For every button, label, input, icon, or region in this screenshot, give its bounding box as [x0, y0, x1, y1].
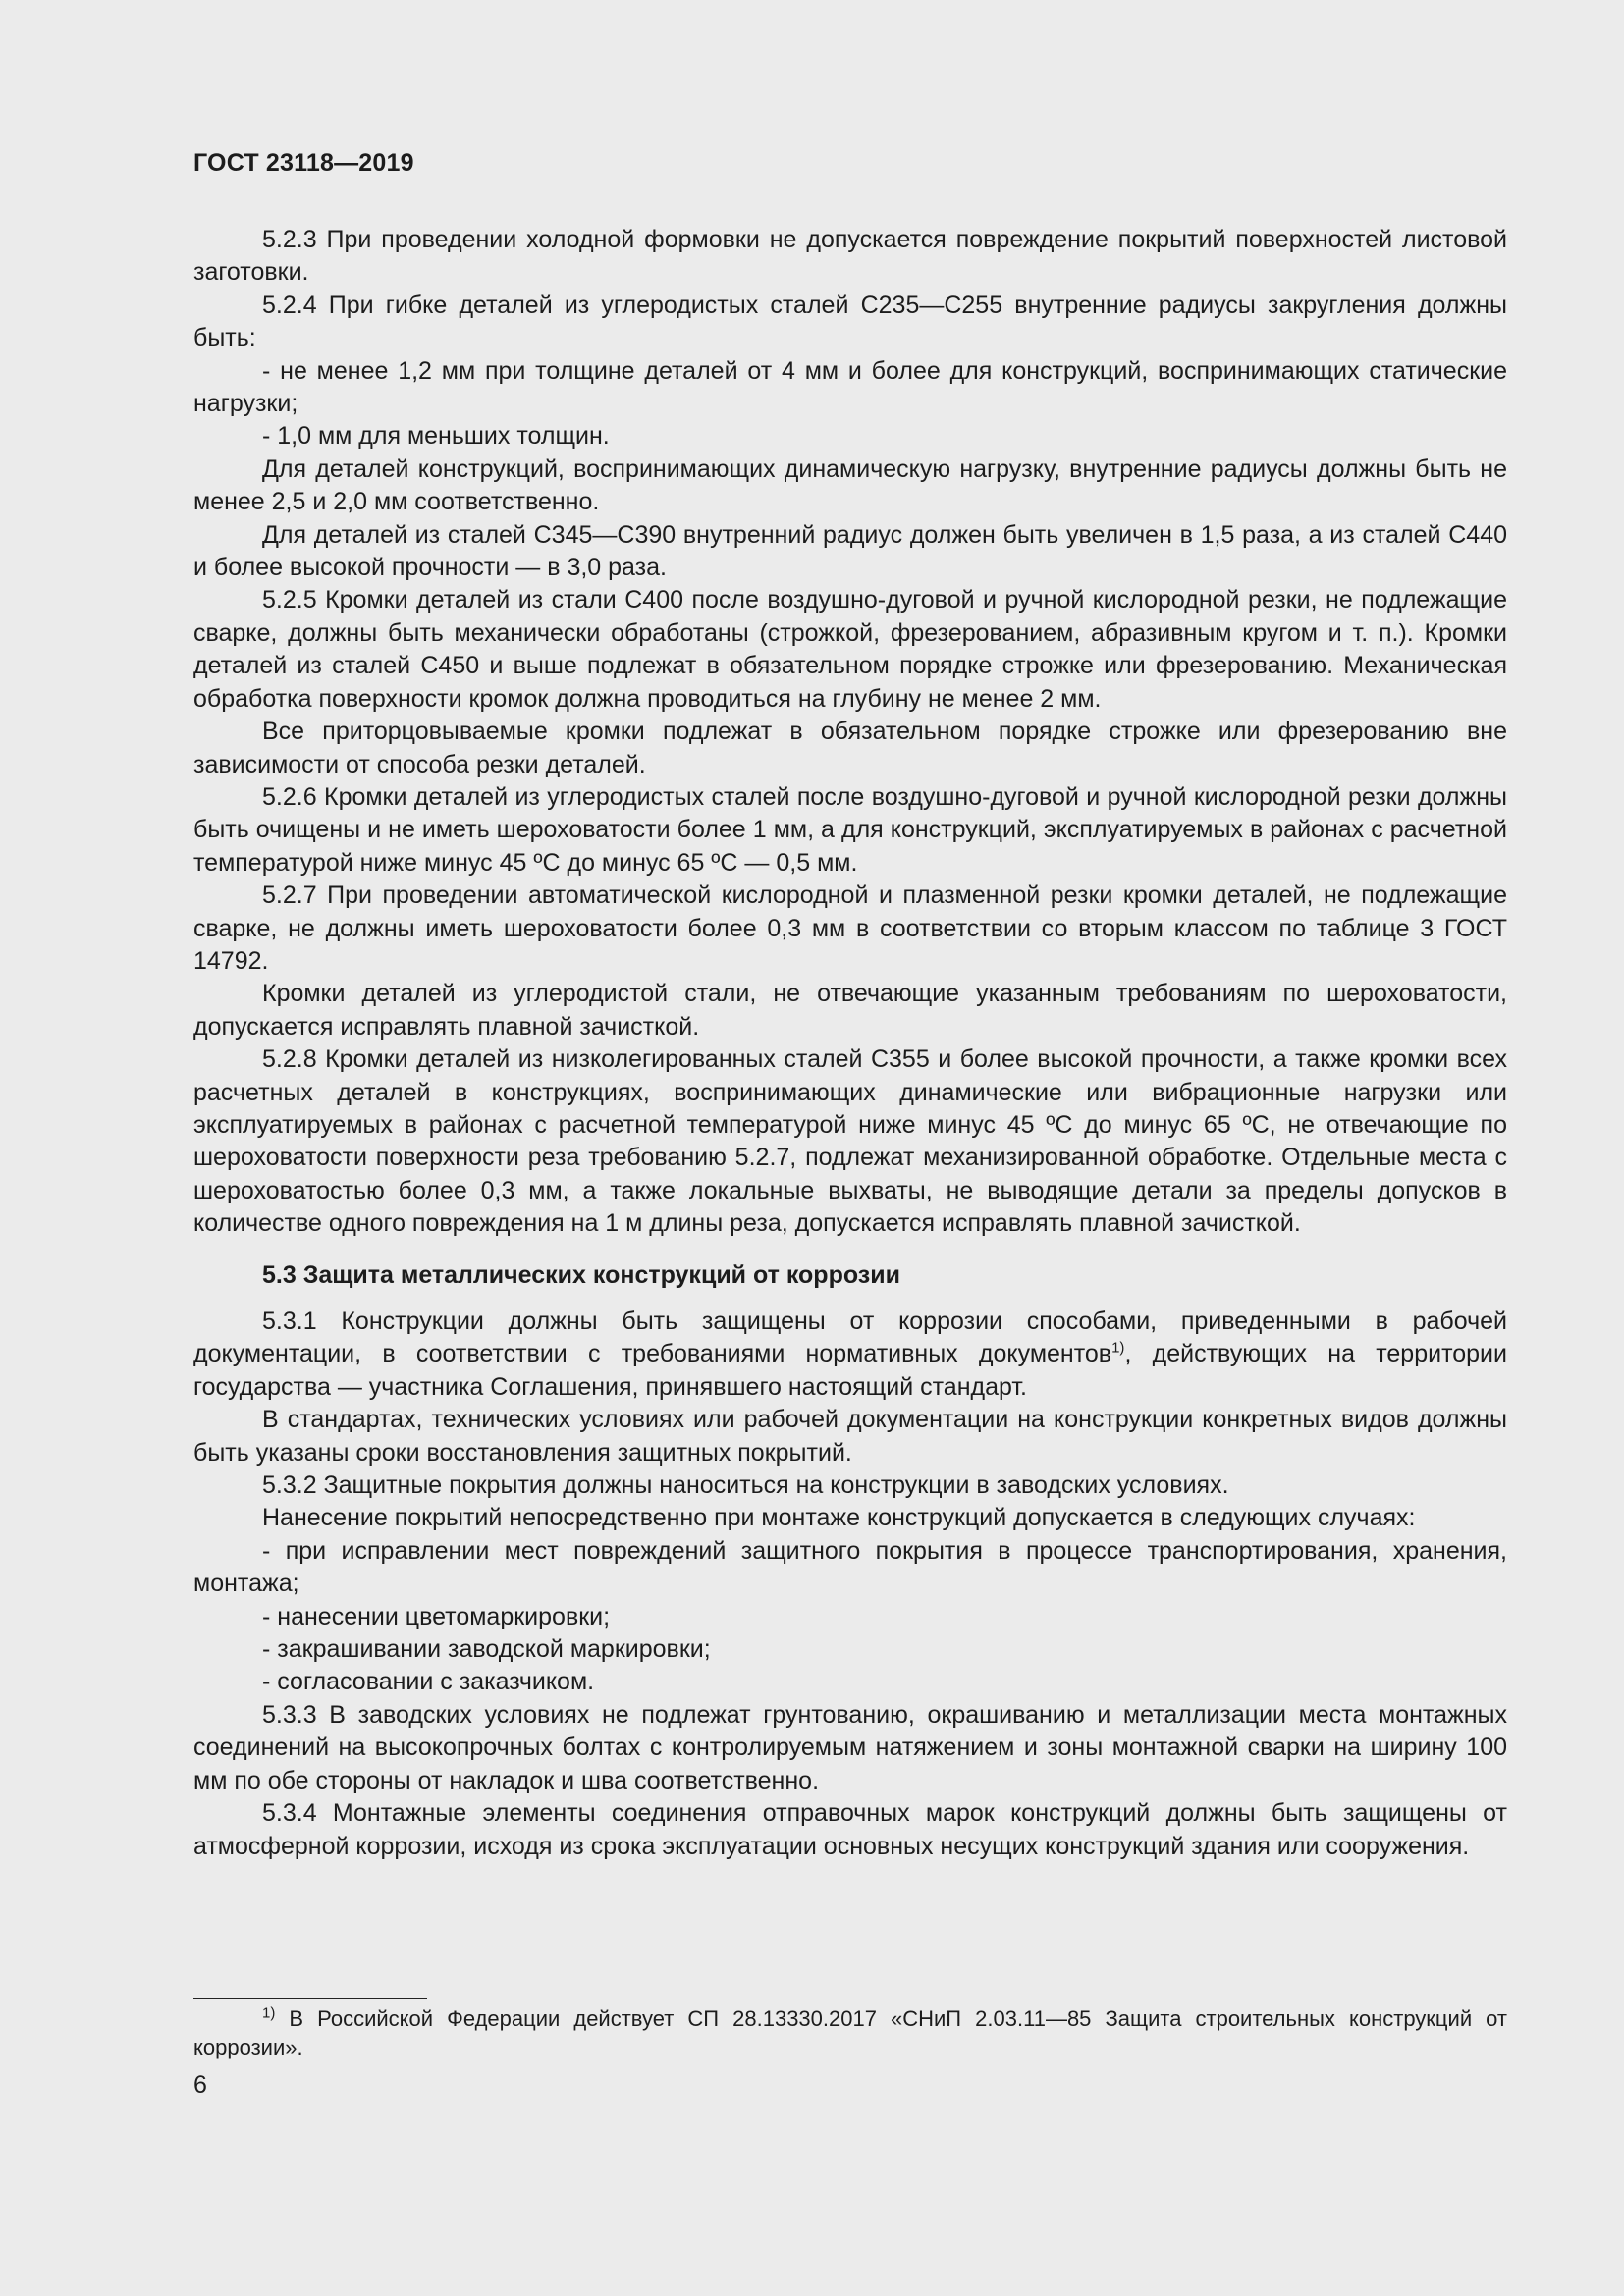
- paragraph-5-2-3: 5.2.3 При проведении холодной формовки не допускается повреждение покрытий поверхностей листовой заготовки.: [193, 226, 1507, 287]
- paragraph-5-3-1: [193, 1306, 1507, 1404]
- paragraph: Для деталей из сталей С345—С390 внутренний радиус должен быть увеличен в 1,5 раза, а из сталей С440 и более высокой прочности — в 3,0 раза.: [193, 520, 1507, 582]
- paragraph-5-2-4: 5.2.4 При гибке деталей из углеродистых сталей С235—С255 внутренние радиусы закругления должны быть:: [193, 291, 1507, 352]
- document-header: ГОСТ 23118—2019: [193, 149, 414, 177]
- paragraph-5-3-4: 5.3.4 Монтажные элементы соединения отправочных марок конструкций должны быть защищены от атмосферной коррозии, исходя из срока эксплуатации основных несущих конструкций здания или сооружения.: [193, 1799, 1507, 1860]
- list-item: - при исправлении мест повреждений защитного покрытия в процессе транспортирования, хранения, монтажа;: [193, 1536, 1507, 1598]
- footnote-divider: [193, 1998, 427, 1999]
- list-item: - закрашивании заводской маркировки;: [262, 1635, 711, 1664]
- paragraph: Нанесение покрытий непосредственно при монтаже конструкций допускается в следующих случаях:: [262, 1504, 1416, 1532]
- paragraph-text: 5.3.1 Конструкции должны быть защищены от коррозии способами, приведенными в рабочей документации, в соответствии с требованиями нормативных документов: [193, 1308, 1507, 1368]
- page-number: 6: [193, 2071, 207, 2099]
- paragraph: В стандартах, технических условиях или рабочей документации на конструкции конкретных видов должны быть указаны сроки восстановления защитных покрытий.: [193, 1406, 1507, 1467]
- paragraph-5-3-3: 5.3.3 В заводских условиях не подлежат грунтованию, окрашиванию и металлизации места монтажных соединений на высокопрочных болтах с контролируемым натяжением и зоны монтажной сварки на ширину 100 мм по обе стороны от накладок и шва соответственно.: [193, 1700, 1507, 1794]
- paragraph-5-2-5: 5.2.5 Кромки деталей из стали С400 после воздушно-дуговой и ручной кислородной резки, не подлежащие сварке, должны быть механически обработаны (строжкой, фрезерованием, абразивным кругом и т. п.). Кромки деталей из сталей С450 и выше подлежат в обязательном порядке строжке или фрезерованию. Механическая обработка поверхности кромок должна проводиться на глубину не менее 2 мм.: [193, 586, 1507, 713]
- paragraph: Кромки деталей из углеродистой стали, не отвечающие указанным требованиям по шероховатости, допускается исправлять плавной зачисткой.: [193, 980, 1507, 1041]
- list-item: - не менее 1,2 мм при толщине деталей от 4 мм и более для конструкций, воспринимающих статические нагрузки;: [193, 356, 1507, 418]
- footnote-text: В Российской Федерации действует СП 28.13330.2017 «СНиП 2.03.11—85 Защита строительных конструкций от коррозии».: [193, 2006, 1507, 2059]
- paragraph-5-2-6: 5.2.6 Кромки деталей из углеродистых сталей после воздушно-дуговой и ручной кислородной резки должны быть очищены и не иметь шероховатости более 1 мм, а для конструкций, эксплуатируемых в районах с расчетной температурой ниже минус 45 ºС до минус 65 ºС — 0,5 мм.: [193, 782, 1507, 877]
- footnote-reference[interactable]: 1): [1111, 1340, 1125, 1358]
- footnote-marker: 1): [262, 2004, 276, 2022]
- paragraph-5-2-8: 5.2.8 Кромки деталей из низколегированных сталей С355 и более высокой прочности, а также кромки всех расчетных деталей в конструкциях, воспринимающих динамические или вибрационные нагрузки или эксплуатируемых в районах с расчетной температурой ниже минус 45 ºС до минус 65 ºС, не отвечающие по шероховатости поверхности реза требованию 5.2.7, подлежат механизированной обработке. Отдельные места с шероховатостью более 0,3 мм, а также локальные выхваты, не выводящие детали за пределы допусков в количестве одного повреждения на 1 м длины реза, допускается исправлять плавной зачисткой.: [193, 1045, 1507, 1238]
- paragraph-text: , действующих на территории государства — участника Соглашения, принявшего настоящий стандарт.: [193, 1340, 1507, 1401]
- section-title: 5.3 Защита металлических конструкций от коррозии: [262, 1260, 900, 1289]
- paragraph: Все приторцовываемые кромки подлежат в обязательном порядке строжке или фрезерованию вне зависимости от способа резки деталей.: [193, 718, 1507, 778]
- list-item: - 1,0 мм для меньших толщин.: [262, 422, 610, 451]
- paragraph-5-2-7: 5.2.7 При проведении автоматической кислородной и плазменной резки кромки деталей, не подлежащие сварке, не должны иметь шероховатости более 0,3 мм в соответствии со вторым классом по таблице 3 ГОСТ 14792.: [193, 881, 1507, 975]
- list-item: - нанесении цветомаркировки;: [262, 1602, 611, 1630]
- paragraph: Для деталей конструкций, воспринимающих динамическую нагрузку, внутренние радиусы должны быть не менее 2,5 и 2,0 мм соответственно.: [193, 454, 1507, 516]
- list-item: - согласовании с заказчиком.: [262, 1668, 595, 1696]
- document-body: [193, 224, 1507, 1863]
- footnote: [193, 2004, 1507, 2061]
- paragraph-5-3-2: 5.3.2 Защитные покрытия должны наноситься на конструкции в заводских условиях.: [262, 1471, 1229, 1500]
